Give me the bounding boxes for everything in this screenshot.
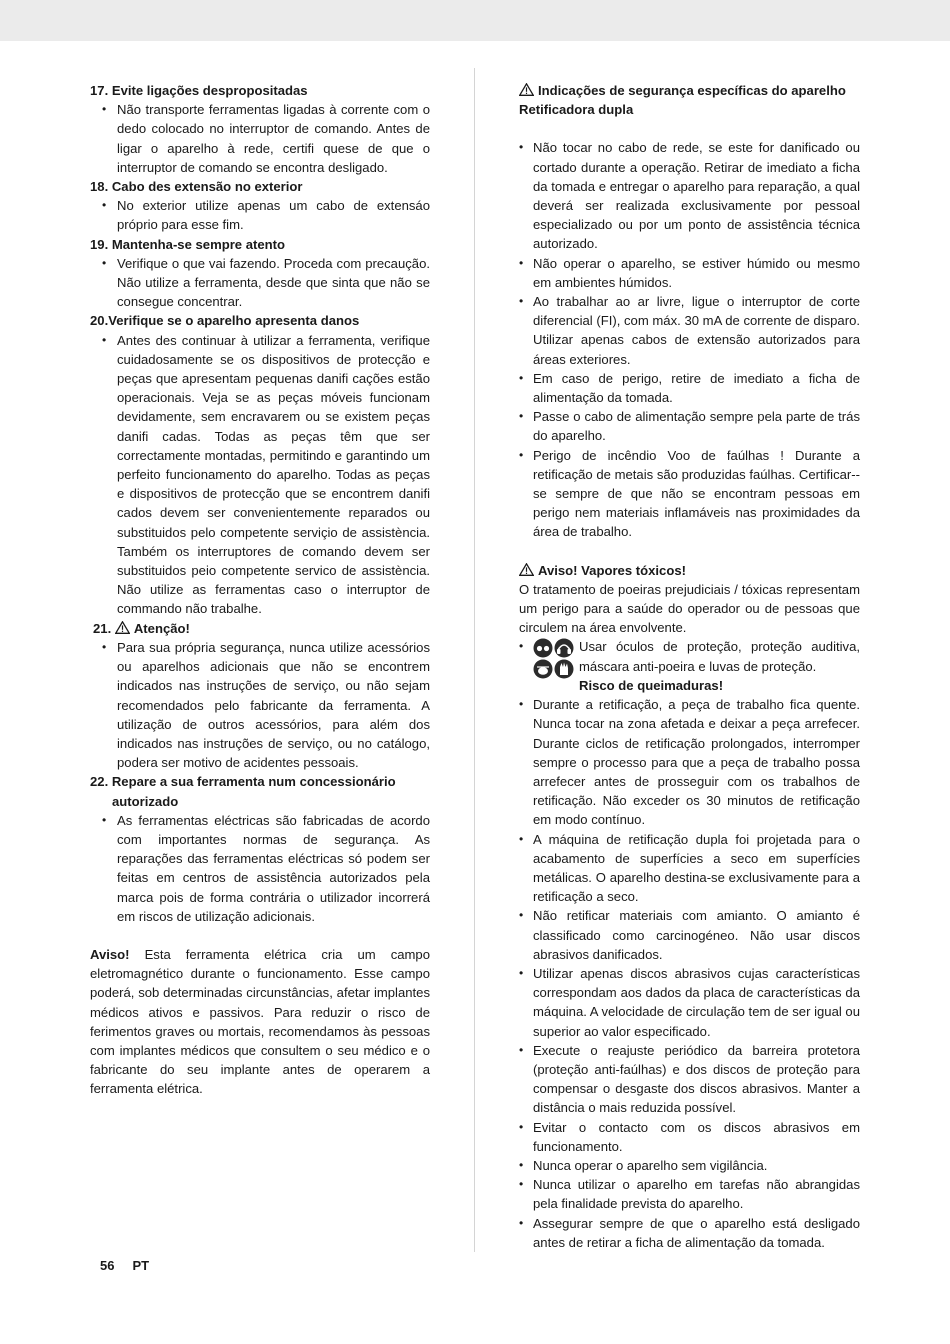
warning-icon xyxy=(115,621,130,634)
list-item: • Execute o reajuste periódico da barreira protetora (proteção anti-faúlhas) e dos discos de proteção para compensar o desgaste dos discos abrasivos. Manter a distância o mais reduzida possível. xyxy=(519,1041,860,1118)
list-item: • Nunca operar o aparelho sem vigilância. xyxy=(519,1156,860,1175)
list-item: • Perigo de incêndio Voo de faúlhas ! Durante a retificação de metais são produzidas faúlhas. Certificar--se sempre de que não se encontram pessoas em perigo nem materiais inflamáveis nas proximidades da área de trabalho. xyxy=(519,446,860,542)
list-item: • Utilizar apenas discos abrasivos cujas características correspondam aos dados da placa de características da máquina. A velocidade de circulação tem de ser igual ou superior ao valor especificado. xyxy=(519,964,860,1041)
left-column xyxy=(90,81,430,1099)
page-number: 56 xyxy=(100,1258,115,1273)
device-safety-list xyxy=(519,138,860,541)
goggles-icon xyxy=(534,639,553,658)
list-item: • Antes des continuar à utilizar a ferramenta, verifique cuidadosamente se os dispositivos de protecção e peças que apresentam pequenas danifi cações estão operacionais. Veja se as peças móveis funcionam devidamente, sem encravarem ou se existem peças danifi cadas. Todas as peças têm que ser correctamente montadas, permitindo e garantindo um perfeito funcionamento do aparelho. Todas as peças e dispositivos de protecção que se encontrem danifi cados devem ser convenientemente reparados ou substituidos pelo competente serviçio de assistència. Também os interruptores de comando devem ser substituidos peio competente servico de assistència. Não utilize as ferramentas caso o interruptor de commando não trabalhe. xyxy=(90,331,430,619)
column-divider xyxy=(474,68,475,1252)
toxic-vapors-title xyxy=(519,561,860,580)
device-safety-title-text: Indicações de segurança específicas do aparelho Retificadora dupla xyxy=(519,83,846,118)
section-list-19 xyxy=(90,254,430,312)
list-item: • Para sua própria segurança, nunca utilize acessórios ou aparelhos adicionais que não se encontrem indicados nas instruções de serviço, ou não sejam recomendados pelo fabricante da ferramenta. A utilização de outros acessórios, para além dos indicados nas instruções de serviço, ou no catálogo, podera ser motivo de acidentes pessoais. xyxy=(90,638,430,772)
ppe-text: Usar óculos de proteção, proteção auditiva, máscara anti-poeira e luvas de proteção. xyxy=(579,639,860,674)
section-list-18 xyxy=(90,196,430,234)
ppe-icons xyxy=(533,638,575,680)
language-code: PT xyxy=(132,1258,150,1273)
top-band xyxy=(0,0,950,41)
device-safety-title xyxy=(519,81,860,119)
list-item: • A máquina de retificação dupla foi projetada para o acabamento de superfícies a seco em superfícies metálicas. O aparelho destina-se exclusivamente para a retificação a seco. xyxy=(519,830,860,907)
section-title-19: 19. Mantenha-se sempre atento xyxy=(90,236,286,252)
list-item: • Verifique o que vai fazendo. Proceda com precaução. Não utilize a ferramenta, desde que sinta que não se consegue concentrar. xyxy=(90,254,430,312)
burn-risk-label: Risco de queimaduras! xyxy=(579,677,724,693)
list-item: • Não operar o aparelho, se estiver húmido ou mesmo em ambientes húmidos. xyxy=(519,254,860,292)
warning-icon xyxy=(519,563,534,576)
list-item: • Em caso de perigo, retire de imediato a ficha de alimentação da tomada. xyxy=(519,369,860,407)
section-title-20: 20.Verifique se o aparelho apresenta danos xyxy=(90,313,360,329)
toxic-vapors-title-text: Aviso! Vapores tóxicos! xyxy=(538,562,686,578)
list-item: • Nunca utilizar o aparelho em tarefas não abrangidas pela finalidade prevista do aparelho. xyxy=(519,1175,860,1213)
section-label-21: Atenção! xyxy=(133,620,190,636)
section-number-21: 21. xyxy=(93,620,112,636)
section-title-22: 22. Repare a sua ferramenta num concessionário autorizado xyxy=(90,774,396,809)
section-title-18: 18. Cabo des extensão no exterior xyxy=(90,179,303,195)
section-list-22 xyxy=(90,811,430,926)
ppe-list-item xyxy=(519,637,860,695)
list-item: • As ferramentas eléctricas são fabricadas de acordo com importantes normas de segurança. As reparações das ferramentas eléctricas só podem ser feitas em centros de assistência autorizados pela marca pois de forma contrária o utilizador incorrerá em riscos de utilização adicionais. xyxy=(90,811,430,926)
section-title-21 xyxy=(90,619,430,638)
list-item: • Não retificar materiais com amianto. O amianto é classificado como carcinogéneo. Não usar discos abrasivos danificados. xyxy=(519,906,860,964)
warning-icon xyxy=(519,83,534,96)
section-list-20 xyxy=(90,331,430,619)
list-item: • Não tocar no cabo de rede, se este for danificado ou cortado durante a operação. Retirar de imediato a ficha da tomada e entregar o aparelho para reparação, a qual deverá ser realizada exclusivamente por pessoal especializado ou por um ponto de assistência técnica autorizado. xyxy=(519,138,860,253)
emf-warning-label: Aviso! xyxy=(90,946,130,962)
right-column xyxy=(519,81,860,1252)
list-item: • Assegurar sempre de que o aparelho está desligado antes de retirar a ficha de alimentação da tomada. xyxy=(519,1214,860,1252)
gloves-icon xyxy=(555,660,574,679)
list-item: • Não transporte ferramentas ligadas à corrente com o dedo colocado no interruptor de comando. Antes de ligar o aparelho à rede, certifi quese de que o interruptor de comando se encontra desligado. xyxy=(90,100,430,177)
list-item: • No exterior utilize apenas um cabo de extensáo próprio para esse fim. xyxy=(90,196,430,234)
list-item: • Durante a retificação, a peça de trabalho fica quente. Nunca tocar na zona afetada e deixar a peça arrefecer. Durante ciclos de retificação prolongados, interromper sempre o processo para que a peça de trabalho possa arrefecer antes de prosseguir com os trabalhos de retificação. Não exceder os 30 minutos de retificação em modo contínuo. xyxy=(519,695,860,829)
dust-mask-icon xyxy=(534,660,553,679)
toxic-vapors-intro: O tratamento de poeiras prejudiciais / tóxicas representam um perigo para a saúde do operador ou de pessoas que circulem na área envolvente. xyxy=(519,581,860,636)
toxic-vapors-list xyxy=(519,637,860,1252)
page-footer xyxy=(100,1256,149,1275)
section-list-21 xyxy=(90,638,430,772)
section-list-17 xyxy=(90,100,430,177)
list-item: • Ao trabalhar ao ar livre, ligue o interruptor de corte diferencial (FI), com máx. 30 mA de corrente de disparo. Utilizar apenas cabos de extensão autorizados para áreas exteriores. xyxy=(519,292,860,369)
ear-protection-icon xyxy=(555,639,574,658)
list-item: • Passe o cabo de alimentação sempre pela parte de trás do aparelho. xyxy=(519,407,860,445)
list-item: • Evitar o contacto com os discos abrasivos em funcionamento. xyxy=(519,1118,860,1156)
emf-warning-paragraph xyxy=(90,945,430,1099)
section-title-17: 17. Evite ligações despropositadas xyxy=(90,83,308,98)
emf-warning-text: Esta ferramenta elétrica cria um campo eletromagnético durante o funcionamento. Esse campo poderá, sob determinadas circunstâncias, afetar implantes médicos ativos e passivos. Para reduzir o risco de ferimentos graves ou mortais, recomendamos às pessoas com implantes médicos que consultem o seu médico e o fabricante do seu implante antes de operarem a ferramenta elétrica. xyxy=(90,946,430,1097)
